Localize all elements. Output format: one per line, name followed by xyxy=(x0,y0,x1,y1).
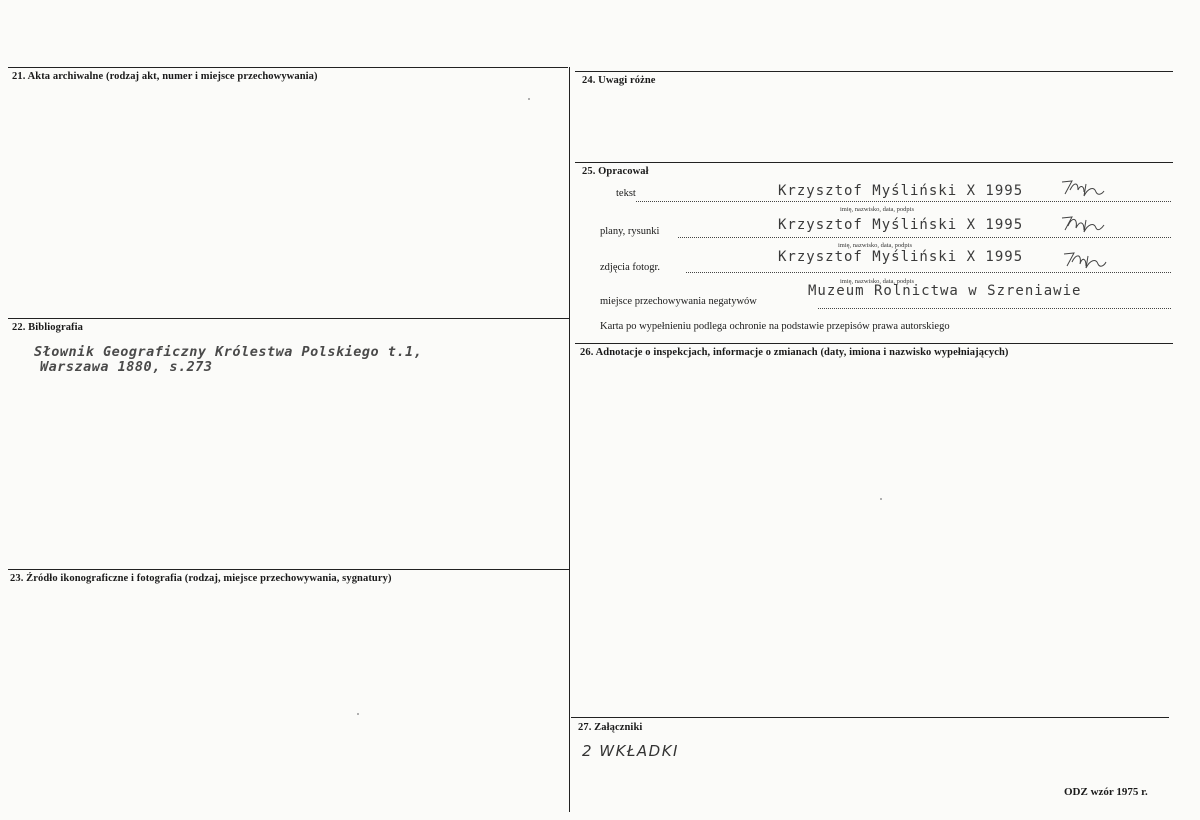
row-plany-hint: imię, nazwisko, data, podpis xyxy=(838,242,913,249)
top-rule-left xyxy=(8,67,568,68)
paper-speck xyxy=(880,498,882,500)
signature-1 xyxy=(1058,176,1106,200)
bibliography-line-2: Warszawa 1880, s.273 xyxy=(40,359,213,375)
negatives-value: Muzeum Rolnictwa w Szreniawie xyxy=(808,283,1082,299)
bibliography-line-1: Słownik Geograficzny Królestwa Polskiego t.1, xyxy=(34,344,423,360)
form-footer: ODZ wzór 1975 r. xyxy=(1064,786,1148,798)
top-rule-right xyxy=(575,71,1173,72)
section-21-label: 21. Akta archiwalne (rodzaj akt, numer i miejsce przechowywania) xyxy=(12,71,318,82)
divider-27 xyxy=(571,717,1169,718)
section-26-label: 26. Adnotacje o inspekcjach, informacje o zmianach (daty, imiona i nazwisko wypełniających) xyxy=(580,347,1009,358)
divider-23 xyxy=(8,569,569,570)
divider-22 xyxy=(8,318,569,319)
row-plany-line xyxy=(678,237,1171,238)
negatives-line xyxy=(818,308,1171,309)
divider-25 xyxy=(575,162,1173,163)
attachments-value: 2 WKŁADKI xyxy=(582,742,679,760)
row-tekst-hint: imię, nazwisko, data, podpis xyxy=(840,206,915,213)
signature-2 xyxy=(1058,212,1106,236)
section-24-label: 24. Uwagi różne xyxy=(582,75,656,86)
row-tekst-label: tekst xyxy=(616,188,636,199)
row-plany-label: plany, rysunki xyxy=(600,226,660,237)
section-22-label: 22. Bibliografia xyxy=(12,322,84,333)
signature-3 xyxy=(1060,248,1108,272)
copyright-note: Karta po wypełnieniu podlega ochronie na podstawie przepisów prawa autorskiego xyxy=(600,321,950,332)
row-tekst-line xyxy=(636,201,1171,202)
section-25-label: 25. Opracował xyxy=(582,166,649,177)
row-zdjecia-value: Krzysztof Myśliński X 1995 xyxy=(778,249,1024,265)
row-zdjecia-label: zdjęcia fotogr. xyxy=(600,262,661,273)
row-zdjecia-hint: imię, nazwisko, data, podpis xyxy=(840,278,915,285)
negatives-label: miejsce przechowywania negatywów xyxy=(600,296,757,307)
row-plany-value: Krzysztof Myśliński X 1995 xyxy=(778,217,1024,233)
row-tekst-value: Krzysztof Myśliński X 1995 xyxy=(778,183,1024,199)
row-zdjecia-line xyxy=(686,272,1171,273)
paper-speck xyxy=(528,98,530,100)
section-27-label: 27. Załączniki xyxy=(578,722,643,733)
paper-speck xyxy=(357,713,359,715)
section-23-label: 23. Źródło ikonograficzne i fotografia (rodzaj, miejsce przechowywania, sygnatury) xyxy=(10,573,392,584)
divider-26 xyxy=(575,343,1173,344)
column-divider xyxy=(569,67,570,812)
